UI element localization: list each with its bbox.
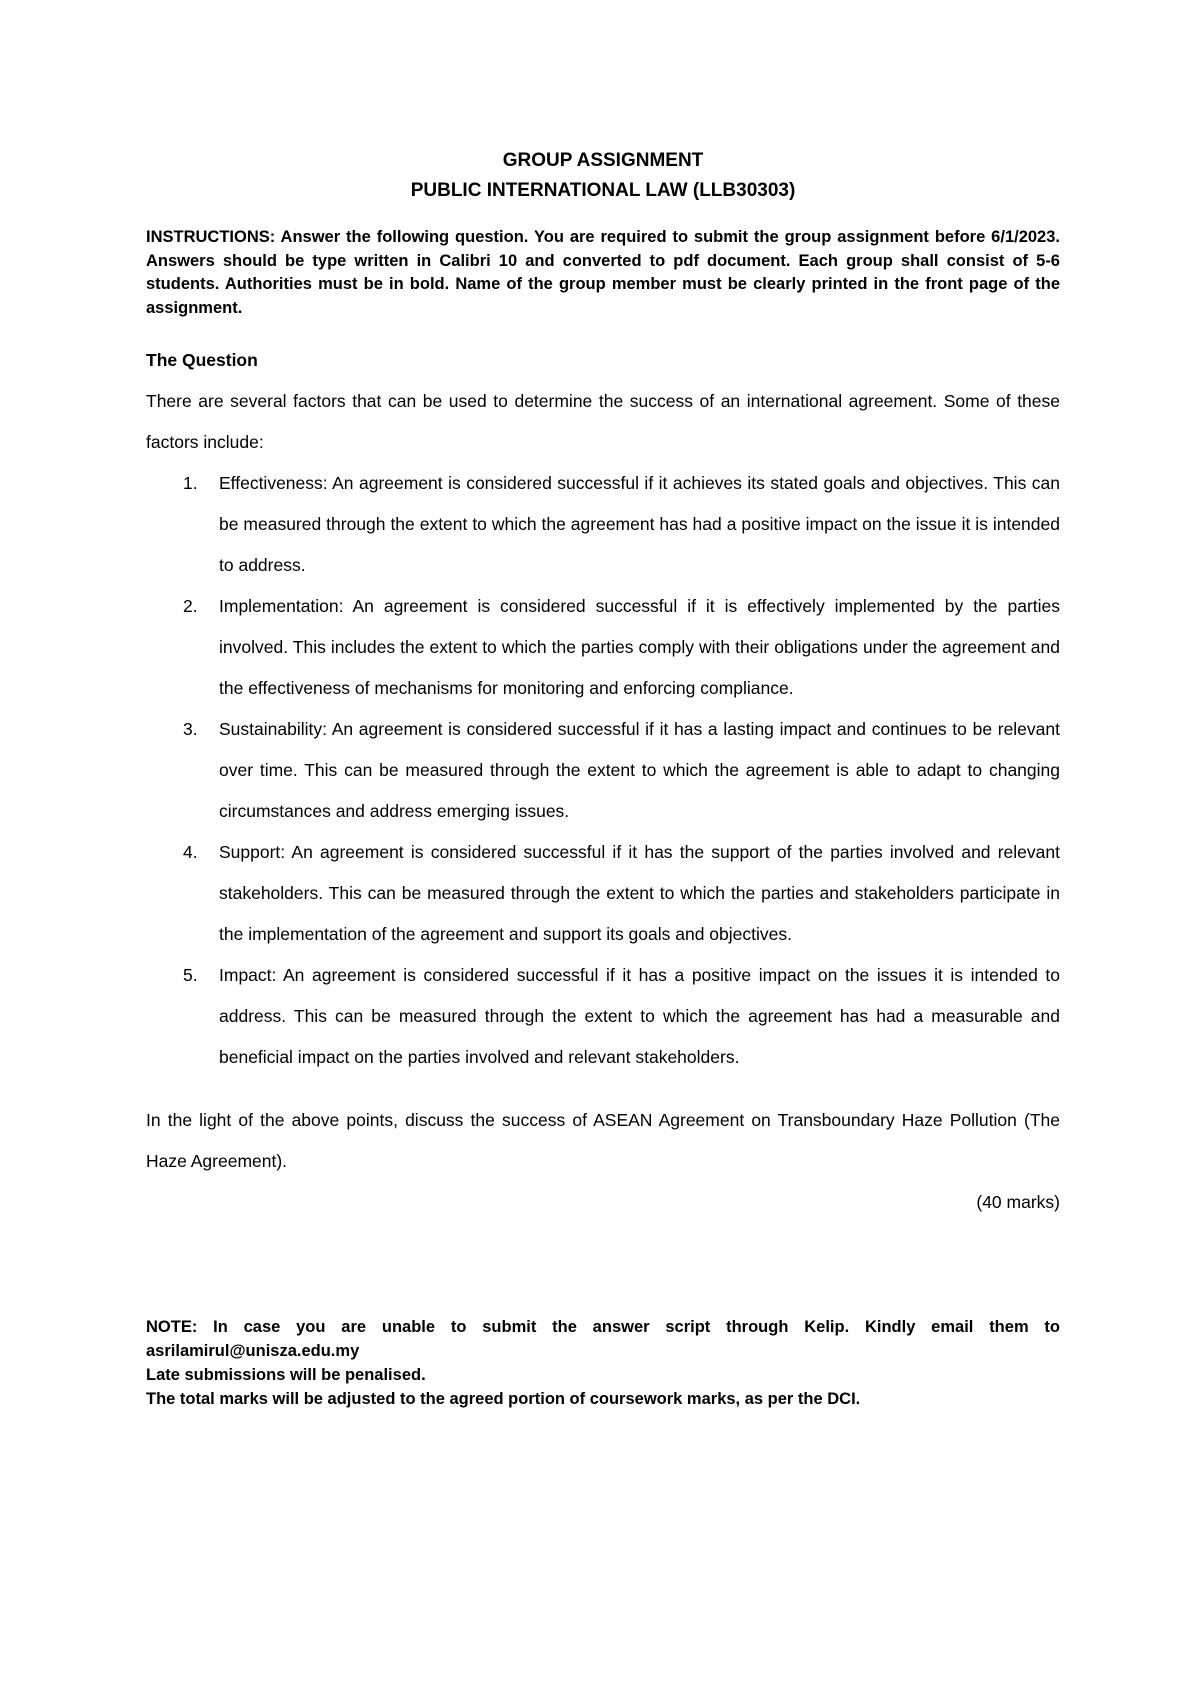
document-title: GROUP ASSIGNMENT (502, 150, 704, 171)
factor-item-impact (146, 955, 1060, 1078)
factor-number: 4. (183, 842, 198, 862)
submission-note: NOTE: In case you are unable to submit the answer script through Kelip. Kindly email them to asrilamirul@unisza.edu.my (146, 1318, 1060, 1360)
factor-item-effectiveness (146, 463, 1060, 586)
factor-item-sustainability (146, 709, 1060, 832)
factor-text: Support: An agreement is considered successful if it has the support of the parties involved and relevant stakeholders. This can be measured through the extent to which the parties and stakeholders participate in the implementation of the agreement and support its goals and objectives. (219, 842, 1060, 944)
course-title: PUBLIC INTERNATIONAL LAW (LLB30303) (410, 180, 796, 201)
question-heading: The Question (146, 350, 258, 370)
factor-number: 2. (183, 596, 198, 616)
marks-allocation: (40 marks) (976, 1192, 1060, 1212)
factor-number: 5. (183, 965, 198, 985)
question-intro: There are several factors that can be used to determine the success of an international agreement. Some of these factors include: (146, 391, 1060, 452)
factor-item-support (146, 832, 1060, 955)
late-submission-note: Late submissions will be penalised. (146, 1366, 426, 1384)
title-block (146, 146, 1060, 206)
factor-text: Impact: An agreement is considered successful if it has a positive impact on the issues it is intended to address. This can be measured through the extent to which the agreement has had a measurable and beneficial impact on the parties involved and relevant stakeholders. (219, 965, 1060, 1067)
factor-number: 3. (183, 719, 198, 739)
factors-list (146, 463, 1060, 1078)
instructions-paragraph: INSTRUCTIONS: Answer the following question. You are required to submit the group assignment before 6/1/2023. Answers should be type written in Calibri 10 and converted to pdf document. Each group shall consist of 5-6 students. Authorities must be in bold. Name of the group member must be clearly printed in the front page of the assignment. (146, 228, 1060, 317)
discussion-prompt: In the light of the above points, discuss the success of ASEAN Agreement on Transboundary Haze Pollution (The Haze Agreement). (146, 1110, 1060, 1171)
factor-text: Implementation: An agreement is considered successful if it is effectively implemented by the parties involved. This includes the extent to which the parties comply with their obligations under the agreement and the effectiveness of mechanisms for monitoring and enforcing compliance. (219, 596, 1060, 698)
document-page (146, 146, 1060, 1411)
factor-item-implementation (146, 586, 1060, 709)
factor-text: Effectiveness: An agreement is considered successful if it achieves its stated goals and objectives. This can be measured through the extent to which the agreement has had a positive impact on the issue it is intended to address. (219, 473, 1060, 575)
total-marks-note: The total marks will be adjusted to the agreed portion of coursework marks, as per the DCI. (146, 1390, 861, 1408)
factor-text: Sustainability: An agreement is considered successful if it has a lasting impact and continues to be relevant over time. This can be measured through the extent to which the agreement is able to adapt to changing circumstances and address emerging issues. (219, 719, 1060, 821)
factor-number: 1. (183, 473, 198, 493)
